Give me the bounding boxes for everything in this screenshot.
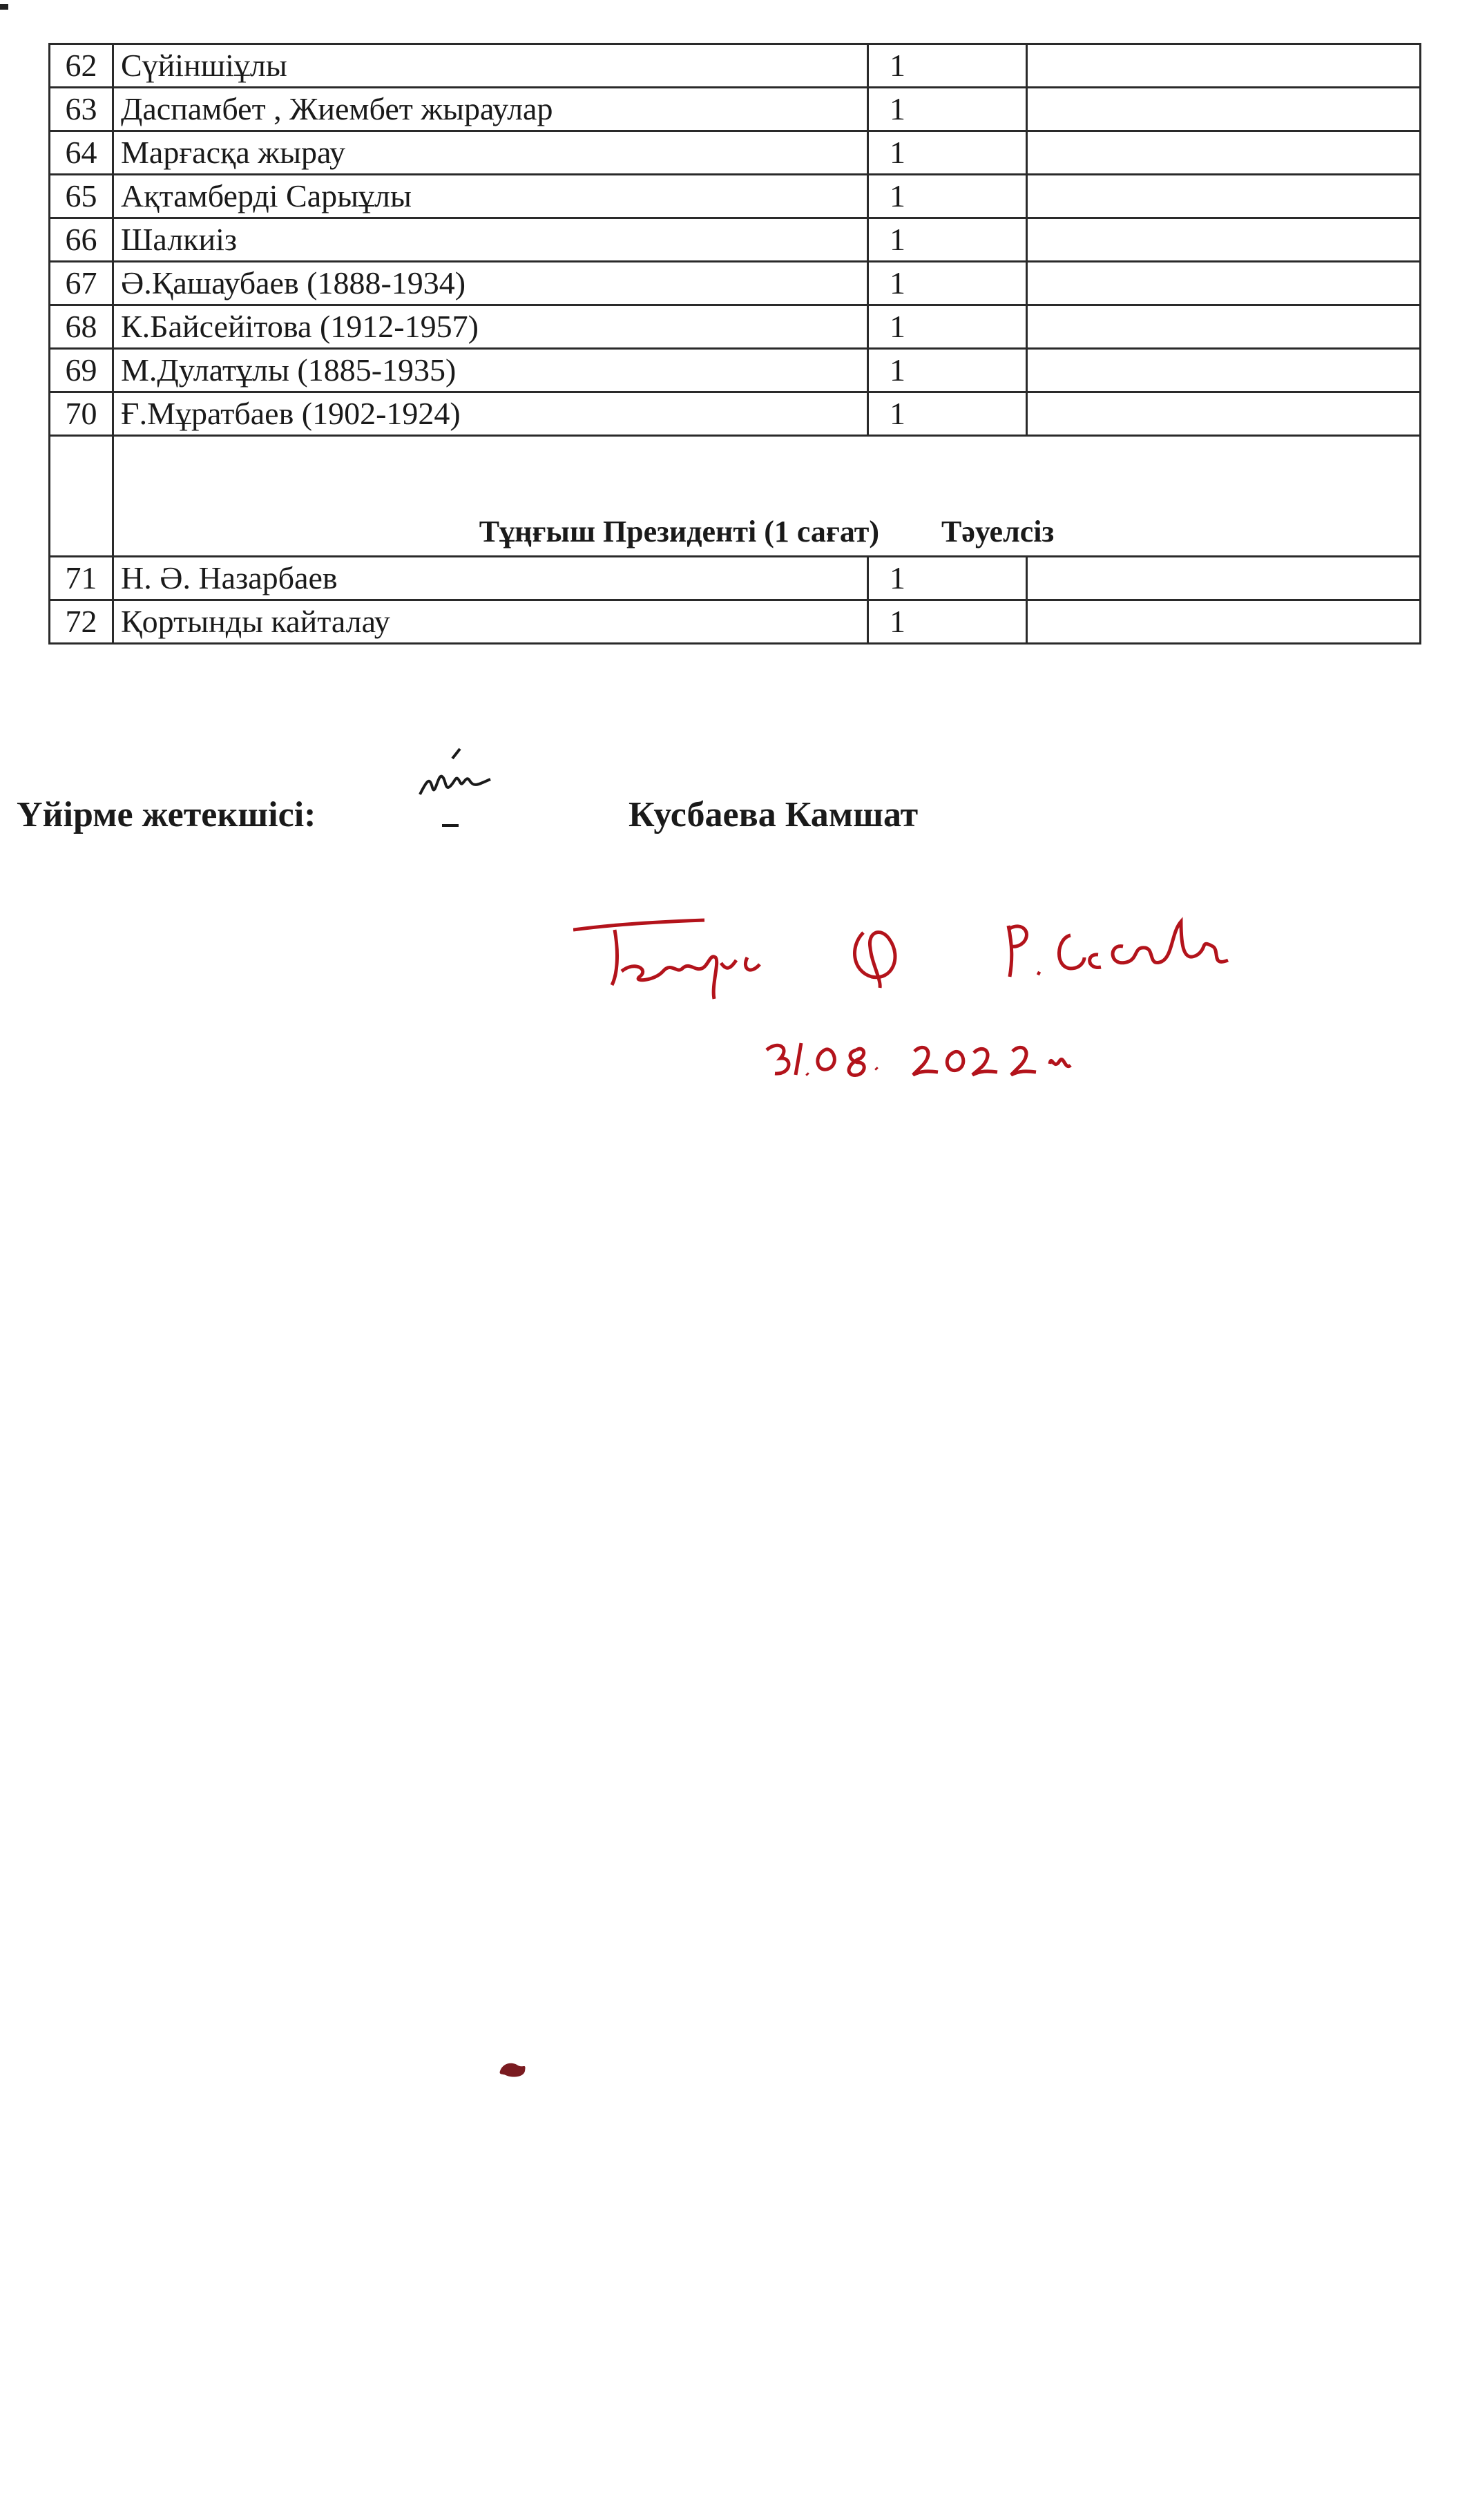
row-note-cell (1027, 262, 1421, 305)
row-topic-cell: Сүйіншіұлы (113, 44, 868, 88)
row-hours-cell: 1 (868, 262, 1027, 305)
row-note-cell (1027, 349, 1421, 392)
topics-table (48, 43, 1419, 645)
row-hours-cell: 1 (868, 218, 1027, 262)
table-row (50, 44, 1421, 88)
supervisor-signature (414, 746, 497, 850)
row-topic-cell: М.Дулатұлы (1885-1935) (113, 349, 868, 392)
row-topic-cell: Даспамбет , Жиембет жыраулар (113, 88, 868, 131)
row-note-cell (1027, 392, 1421, 436)
topics-grid (48, 43, 1421, 645)
row-number-cell: 63 (50, 88, 113, 131)
row-hours-cell: 1 (868, 557, 1027, 600)
corner-mark (0, 4, 8, 10)
row-topic-cell: Марғасқа жырау (113, 131, 868, 175)
table-row (50, 88, 1421, 131)
row-hours-cell: 1 (868, 131, 1027, 175)
row-note-cell (1027, 557, 1421, 600)
table-row (50, 218, 1421, 262)
row-topic-cell: Н. Ә. Назарбаев (113, 557, 868, 600)
row-hours-cell: 1 (868, 349, 1027, 392)
row-number-cell: 69 (50, 349, 113, 392)
supervisor-label: Үйірме жетекшісі: (17, 795, 316, 834)
row-note-cell (1027, 175, 1421, 218)
row-note-cell (1027, 600, 1421, 644)
row-hours-cell: 1 (868, 392, 1027, 436)
table-row (50, 175, 1421, 218)
row-number-cell: 64 (50, 131, 113, 175)
table-row (50, 557, 1421, 600)
row-number-cell: 65 (50, 175, 113, 218)
row-number-cell: 67 (50, 262, 113, 305)
ink-blot (497, 2059, 528, 2079)
row-number-cell: 62 (50, 44, 113, 88)
table-row (50, 600, 1421, 644)
section-title (113, 436, 1421, 557)
section-title-text: Тұңғыш Президенті (1 сағат) (479, 515, 880, 548)
row-topic-cell: Ғ.Мұратбаев (1902-1924) (113, 392, 868, 436)
row-hours-cell: 1 (868, 44, 1027, 88)
table-row (50, 262, 1421, 305)
row-topic-cell: Шалкиіз (113, 218, 868, 262)
row-number-cell: 70 (50, 392, 113, 436)
row-hours-cell: 1 (868, 600, 1027, 644)
row-number-cell: 71 (50, 557, 113, 600)
row-note-cell (1027, 88, 1421, 131)
table-row (50, 349, 1421, 392)
section-num-cell (50, 436, 113, 557)
row-topic-cell: Қортынды кайталау (113, 600, 868, 644)
row-topic-cell: Ә.Қашаубаев (1888-1934) (113, 262, 868, 305)
table-row (50, 305, 1421, 349)
row-hours-cell: 1 (868, 88, 1027, 131)
row-note-cell (1027, 44, 1421, 88)
row-note-cell (1027, 218, 1421, 262)
table-row (50, 131, 1421, 175)
row-number-cell: 66 (50, 218, 113, 262)
row-topic-cell: Ақтамберді Сарыұлы (113, 175, 868, 218)
row-note-cell (1027, 305, 1421, 349)
table-row (50, 392, 1421, 436)
row-hours-cell: 1 (868, 175, 1027, 218)
section-extra-text: Тәуелсіз (941, 515, 1055, 548)
row-note-cell (1027, 131, 1421, 175)
row-hours-cell: 1 (868, 305, 1027, 349)
row-number-cell: 72 (50, 600, 113, 644)
row-topic-cell: К.Байсейітова (1912-1957) (113, 305, 868, 349)
approval-handwriting (573, 905, 1402, 1112)
supervisor-name: Кусбаева Камшат (628, 795, 919, 834)
section-row (50, 436, 1421, 557)
row-number-cell: 68 (50, 305, 113, 349)
